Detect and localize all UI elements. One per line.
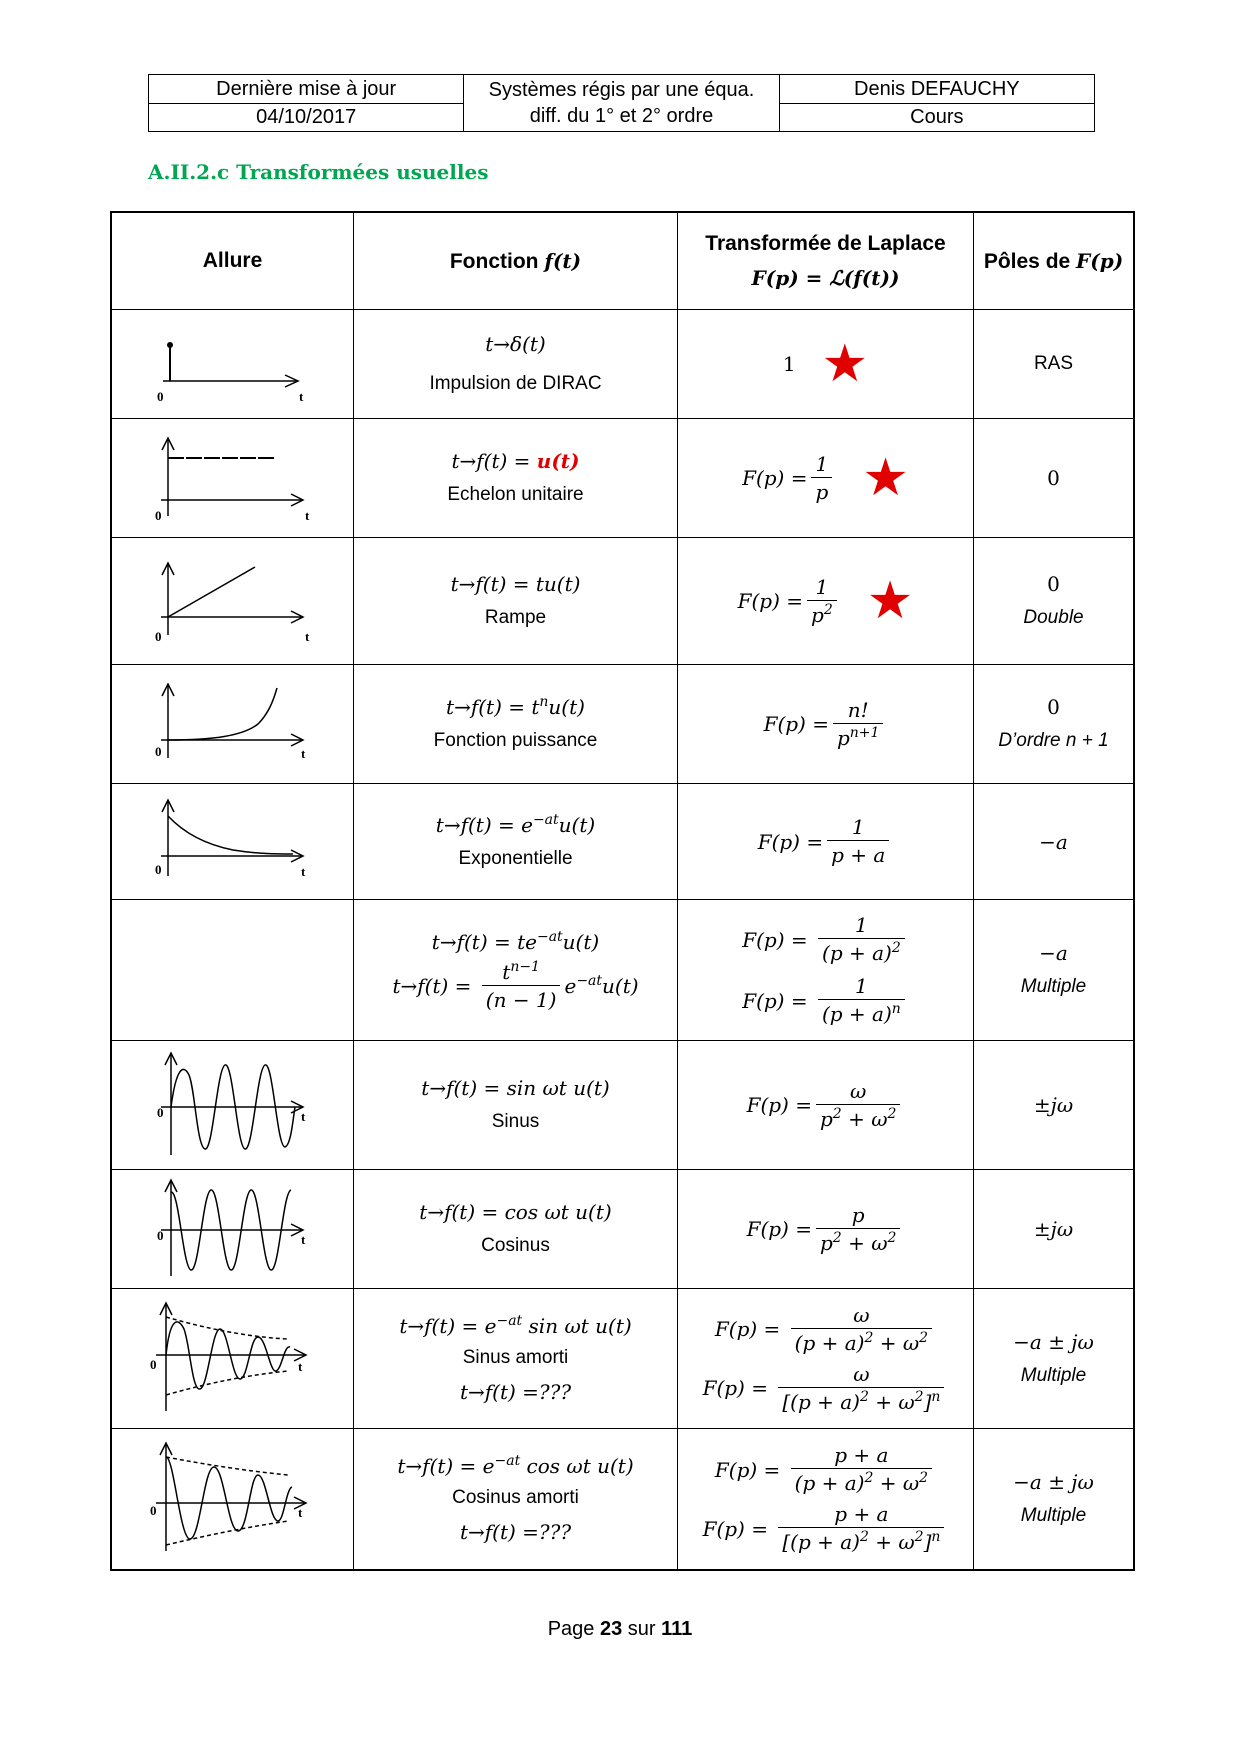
- cosine-graph: [143, 1176, 323, 1282]
- function-expr: t→f(t) = sin ωt u(t): [421, 1076, 610, 1100]
- header-update-date: 04/10/2017: [149, 103, 464, 132]
- function-expr: t→δ(t): [485, 332, 546, 356]
- star-icon: ★: [821, 334, 869, 394]
- pole-cell: ±jω: [974, 1170, 1134, 1289]
- pole-cell: ±jω: [974, 1041, 1134, 1170]
- laplace-cell: F(p) = $\frac{\omega}{(p + a)^2 + \omega^2}$ F(p) = $\frac{\omega}{[(p + a)^2 + \omega^2]^n}$: [678, 1289, 974, 1429]
- pole-cell: RAS: [974, 310, 1134, 419]
- sine-graph: [143, 1049, 323, 1161]
- page-number: 23: [599, 1618, 623, 1640]
- pole-cell: −a ± jω Multiple: [974, 1289, 1134, 1429]
- function-label: Cosinus amorti: [452, 1487, 579, 1508]
- laplace-cell: F(p) = $\frac{1}{p + a}$: [678, 784, 974, 900]
- svg-text:0: 0: [154, 508, 161, 523]
- graph-power: [112, 665, 354, 784]
- dirac-graph: [143, 321, 323, 407]
- graph-empty: [112, 900, 354, 1041]
- function-cell: [354, 419, 678, 538]
- function-expr: t→f(t) = cos ωt u(t): [419, 1200, 612, 1224]
- star-icon: ★: [862, 448, 909, 508]
- function-label: Exponentielle: [458, 847, 573, 869]
- graph-damped-cosine: [112, 1429, 354, 1570]
- pole-cell: 0 Double: [974, 538, 1134, 665]
- function-unknown: t→f(t) =???: [459, 1379, 572, 1404]
- function-label: Echelon unitaire: [447, 484, 584, 505]
- page-footer: Page 23 sur 111: [547, 1618, 693, 1640]
- section-title: A.II.2.c Transformées usuelles: [148, 160, 489, 184]
- step-graph: [143, 428, 323, 528]
- damped-sine-graph: [138, 1299, 328, 1419]
- graph-cosine: [112, 1170, 354, 1289]
- function-cell: [354, 1041, 678, 1170]
- star-icon: ★: [866, 571, 914, 631]
- function-cell: [354, 1170, 678, 1289]
- function-cell: [354, 900, 678, 1041]
- svg-text:t: t: [297, 1358, 302, 1374]
- function-label: Cosinus: [481, 1235, 550, 1256]
- header-update-label: Dernière mise à jour: [149, 75, 464, 104]
- table-row: [112, 1170, 1134, 1289]
- svg-text:0: 0: [154, 744, 161, 759]
- laplace-table: [111, 212, 1134, 1570]
- pole-cell: −a Multiple: [974, 900, 1134, 1041]
- pole-cell: −a: [974, 784, 1134, 900]
- svg-text:0: 0: [154, 629, 161, 644]
- svg-text:0: 0: [149, 1503, 156, 1518]
- svg-text:t: t: [300, 863, 305, 879]
- function-label: Sinus amorti: [462, 1346, 569, 1368]
- svg-text:0: 0: [154, 861, 161, 877]
- function-cell: [354, 538, 678, 665]
- graph-step: [112, 419, 354, 538]
- table-header-row: [112, 213, 1134, 310]
- exponential-graph: [143, 792, 323, 892]
- function-cell: [354, 784, 678, 900]
- pole-cell: 0 D’ordre n + 1: [974, 665, 1134, 784]
- function-label: Rampe: [484, 607, 547, 628]
- function-unknown: t→f(t) =???: [459, 1520, 572, 1544]
- function-cell: [354, 665, 678, 784]
- header-doc-type: Cours: [779, 103, 1094, 132]
- function-label: Impulsion de DIRAC: [429, 373, 602, 394]
- table-row: [112, 419, 1134, 538]
- table-row: [112, 665, 1134, 784]
- col-allure: Allure: [112, 213, 354, 310]
- svg-text:0: 0: [156, 1105, 163, 1120]
- function-expr-general: t→f(t) = $\frac{t^{n-1}}{(n - 1)}$ $e^{-at}u(t)$: [392, 958, 639, 1012]
- function-label: Fonction puissance: [433, 730, 598, 751]
- function-expr: $t\to f(t) = e^{-at}u(t)$: [435, 811, 596, 837]
- page-total: 111: [661, 1618, 693, 1640]
- function-expr: $t\to f(t) = e^{-at}$ sin ωt u(t): [399, 1312, 632, 1338]
- svg-text:t: t: [304, 629, 309, 644]
- col-poles: Pôles de F(p): [974, 213, 1134, 310]
- graph-dirac: [112, 310, 354, 419]
- laplace-cell: F(p) = $\frac{\omega}{p^2 + \omega^2}$: [678, 1041, 974, 1170]
- laplace-cell: F(p) = $\frac{1}{(p + a)^2}$ F(p) = $\frac{1}{(p + a)^n}$: [678, 900, 974, 1041]
- svg-text:t: t: [300, 1109, 305, 1124]
- table-row: [112, 310, 1134, 419]
- laplace-cell: F(p) = $\frac{p}{p^2 + \omega^2}$: [678, 1170, 974, 1289]
- svg-text:0: 0: [149, 1356, 156, 1372]
- table-row: [112, 1041, 1134, 1170]
- svg-text:t: t: [304, 508, 309, 523]
- table-row: [112, 1429, 1134, 1570]
- graph-ramp: [112, 538, 354, 665]
- svg-text:t: t: [298, 389, 303, 404]
- header-course-title: Systèmes régis par une équa. diff. du 1° et 2° ordre: [464, 75, 779, 132]
- table-row: [112, 784, 1134, 900]
- col-fonction: Fonction f(t): [354, 213, 678, 310]
- table-row: [112, 538, 1134, 665]
- svg-text:0: 0: [156, 389, 163, 404]
- pole-cell: 0: [974, 419, 1134, 538]
- col-laplace: Transformée de Laplace F(p) = ℒ(f(t)): [678, 213, 974, 310]
- document-header: [148, 74, 1095, 132]
- svg-text:0: 0: [156, 1228, 163, 1243]
- ramp-graph: [143, 551, 323, 651]
- graph-sine: [112, 1041, 354, 1170]
- pole-cell: −a ± jω Multiple: [974, 1429, 1134, 1570]
- damped-cosine-graph: [138, 1439, 328, 1559]
- laplace-cell: F(p) = $\frac{p + a}{(p + a)^2 + \omega^2}$ F(p) = $\frac{p + a}{[(p + a)^2 + \omega^2]^n}$: [678, 1429, 974, 1570]
- laplace-cell: F(p) = $\frac{1}{p}$ ★: [678, 419, 974, 538]
- graph-exponential: [112, 784, 354, 900]
- function-expr: t→f(t) = tu(t): [450, 572, 581, 596]
- function-expr: t→f(t) = u(t): [451, 449, 580, 473]
- laplace-expr: 1: [782, 352, 796, 376]
- function-label: Sinus: [491, 1111, 540, 1132]
- power-graph: [143, 674, 323, 774]
- svg-text:t: t: [300, 746, 305, 761]
- graph-damped-sine: [112, 1289, 354, 1429]
- laplace-cell: F(p) = $\frac{n!}{p^{n+1}}$: [678, 665, 974, 784]
- function-expr: $t\to f(t) = t^nu(t)$: [446, 694, 585, 719]
- laplace-cell: [678, 310, 974, 419]
- laplace-cell: F(p) = $\frac{1}{p^2}$ ★: [678, 538, 974, 665]
- function-expr: $t\to f(t) = e^{-at}$ cos ωt u(t): [397, 1453, 634, 1478]
- function-expr: $t\to f(t) = te^{-at}u(t)$: [431, 928, 600, 954]
- function-cell: [354, 1429, 678, 1570]
- function-cell: [354, 1289, 678, 1429]
- table-row: [112, 900, 1134, 1041]
- table-row: [112, 1289, 1134, 1429]
- header-author: Denis DEFAUCHY: [779, 75, 1094, 104]
- function-cell: [354, 310, 678, 419]
- svg-text:t: t: [300, 1232, 305, 1247]
- svg-text:t: t: [297, 1505, 302, 1520]
